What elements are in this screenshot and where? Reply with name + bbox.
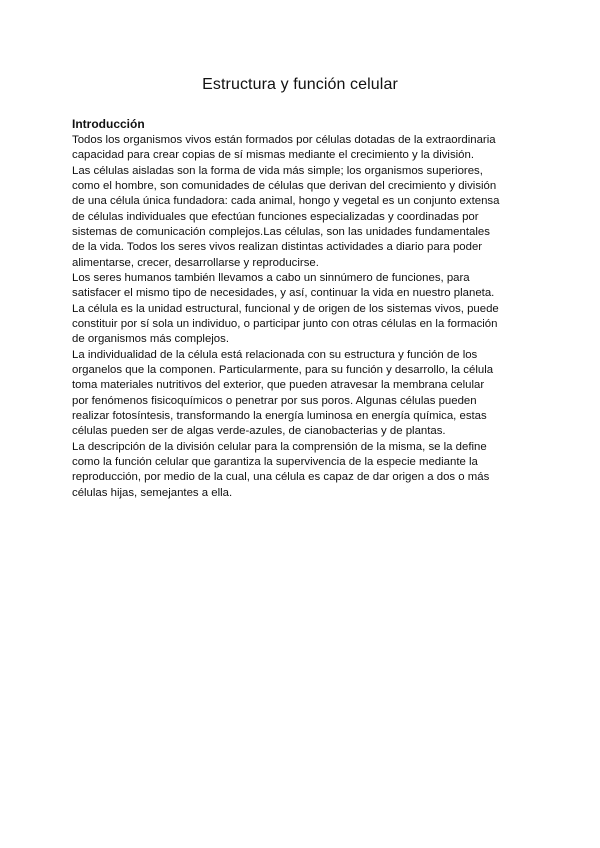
body-line: La descripción de la división celular para la comprensión de la misma, se la define bbox=[72, 440, 487, 453]
body-line: de la vida. Todos los seres vivos realizan distintas actividades a diario para poder bbox=[72, 241, 483, 254]
body-line: La individualidad de la célula está relacionada con su estructura y función de los bbox=[72, 348, 478, 361]
body-line: por fenómenos fisicoquímicos o penetrar por sus poros. Algunas células pueden bbox=[72, 394, 477, 407]
body-line: capacidad para crear copias de sí mismas mediante el crecimiento y la división. bbox=[72, 149, 475, 162]
body-line: La célula es la unidad estructural, funcional y de origen de los sistemas vivos, puede bbox=[72, 302, 499, 315]
body-line: células hijas, semejantes a ella. bbox=[72, 486, 233, 499]
body-line: organelos que la componen. Particularmente, para su función y desarrollo, la célula bbox=[72, 363, 494, 376]
body-line: de una célula única fundadora: cada animal, hongo y vegetal es un conjunto extensa bbox=[72, 195, 500, 208]
body-text bbox=[72, 133, 542, 501]
body-line: satisfacer el mismo tipo de necesidades, y así, continuar la vida en nuestro planeta. bbox=[72, 287, 495, 300]
body-line: Los seres humanos también llevamos a cabo un sinnúmero de funciones, para bbox=[72, 271, 470, 284]
body-line: toma materiales nutritivos del exterior, que pueden atravesar la membrana celular bbox=[72, 379, 485, 392]
body-line: como el hombre, son comunidades de células que derivan del crecimiento y división bbox=[72, 179, 497, 192]
body-line: sistemas de comunicación complejos.Las células, son las unidades fundamentales bbox=[72, 225, 490, 238]
document-title: Estructura y función celular bbox=[202, 76, 398, 93]
body-line: Todos los organismos vivos están formados por células dotadas de la extraordinaria bbox=[72, 134, 496, 146]
body-line: reproducción, por medio de la cual, una célula es capaz de dar origen a dos o más bbox=[72, 471, 490, 484]
body-line: de células individuales que efectúan funciones especializadas y coordinadas por bbox=[72, 210, 479, 223]
body-line: células pueden ser de algas verde-azules, de cianobacterias y de plantas. bbox=[72, 425, 446, 438]
body-line: de organismos más complejos. bbox=[72, 333, 230, 346]
body-line: alimentarse, crecer, desarrollarse y reproducirse. bbox=[72, 256, 319, 269]
body-line: realizar fotosíntesis, transformando la energía luminosa en energía química, estas bbox=[72, 409, 487, 422]
body-line: Las células aisladas son la forma de vida más simple; los organismos superiores, bbox=[72, 164, 483, 177]
section-heading-introduccion: Introducción bbox=[72, 117, 145, 131]
body-line: constituir por sí sola un individuo, o participar junto con otras células en la formación bbox=[72, 317, 498, 330]
body-line: como la función celular que garantiza la supervivencia de la especie mediante la bbox=[72, 455, 478, 468]
